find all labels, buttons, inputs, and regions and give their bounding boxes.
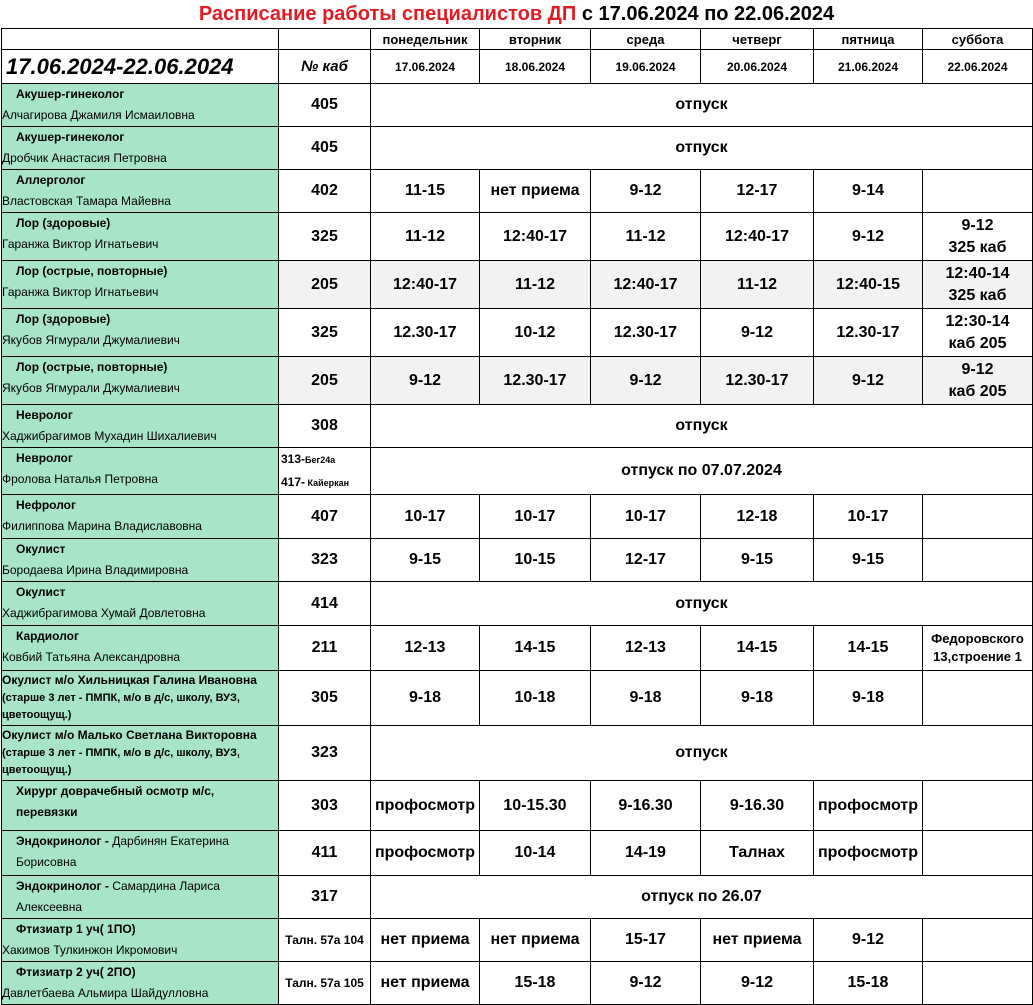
- room-line: [279, 471, 370, 494]
- saturday-cell: [923, 261, 1033, 309]
- doctor-name: Гаранжа Виктор Игнатьевич: [2, 285, 159, 299]
- room-cell: 407: [279, 495, 371, 539]
- merged-status-cell: отпуск: [371, 127, 1033, 170]
- table-row: [2, 781, 1033, 831]
- header-date: 21.06.2024: [814, 50, 923, 84]
- schedule-table: [1, 28, 1033, 1005]
- schedule-cell: профосмотр: [814, 781, 923, 831]
- schedule-cell: 10-15: [480, 539, 591, 582]
- schedule-cell: [923, 781, 1033, 831]
- saturday-line: 9-12: [961, 216, 994, 234]
- table-row: [2, 127, 1033, 170]
- room-location: Бег24а: [305, 455, 336, 465]
- schedule-cell: [923, 495, 1033, 539]
- schedule-cell: 10-17: [480, 495, 591, 539]
- saturday-line: 325 каб: [948, 238, 1007, 256]
- room-header: № каб: [279, 50, 371, 84]
- room-cell: Талн. 57а 105: [279, 962, 371, 1005]
- header-empty: [279, 29, 371, 50]
- schedule-cell: [923, 170, 1033, 213]
- room-line: [279, 448, 370, 471]
- saturday-line: 9-12: [961, 360, 994, 378]
- room-cell: 325: [279, 213, 371, 261]
- header-date: 22.06.2024: [923, 50, 1033, 84]
- schedule-cell: нет приема: [480, 919, 591, 962]
- schedule-cell: 9-12: [591, 962, 701, 1005]
- schedule-cell: 14-15: [814, 626, 923, 671]
- specialist-cell: [2, 831, 279, 876]
- header-day: понедельник: [371, 29, 480, 50]
- saturday-cell: [923, 357, 1033, 405]
- room-number: 313-: [281, 452, 306, 466]
- specialist-cell: [2, 170, 279, 213]
- doctor-name: Бородаева Ирина Владимировна: [2, 563, 189, 577]
- room-cell: 205: [279, 357, 371, 405]
- schedule-cell: 9-12: [591, 357, 701, 405]
- merged-status-cell: отпуск по 07.07.2024: [371, 448, 1033, 495]
- table-row: [2, 261, 1033, 309]
- saturday-cell: [923, 309, 1033, 357]
- room-cell: 325: [279, 309, 371, 357]
- doctor-name: Якубов Ягмурали Джумалиевич: [2, 333, 180, 347]
- schedule-cell: 11-12: [480, 261, 591, 309]
- doctor-name: Гаранжа Виктор Игнатьевич: [2, 237, 159, 251]
- header-day: среда: [591, 29, 701, 50]
- schedule-cell: 12.30-17: [814, 309, 923, 357]
- specialist-cell: [2, 213, 279, 261]
- header-dates-row: [2, 50, 1033, 84]
- table-row: [2, 213, 1033, 261]
- specialty: Окулист: [16, 585, 66, 599]
- specialist-cell: [2, 127, 279, 170]
- specialist-cell: [2, 626, 279, 671]
- schedule-cell: 11-12: [591, 213, 701, 261]
- schedule-cell: 9-12: [701, 309, 814, 357]
- title-dates: с 17.06.2024 по 22.06.2024: [576, 3, 835, 25]
- header-day: пятница: [814, 29, 923, 50]
- schedule-cell: 9-12: [814, 357, 923, 405]
- room-cell: [279, 448, 371, 495]
- specialist-cell: [2, 261, 279, 309]
- doctor-name: Хакимов Тулкинжон Икромович: [2, 943, 178, 957]
- schedule-cell: 9-12: [814, 919, 923, 962]
- table-row: [2, 539, 1033, 582]
- room-cell: 402: [279, 170, 371, 213]
- schedule-cell: 11-15: [371, 170, 480, 213]
- schedule-cell: нет приема: [371, 919, 480, 962]
- doctor-name: Якубов Ягмурали Джумалиевич: [2, 381, 180, 395]
- doctor-name: Дарбинян Екатерина Борисовна: [16, 834, 229, 869]
- schedule-cell: 9-15: [701, 539, 814, 582]
- specialist-cell: [2, 962, 279, 1005]
- schedule-cell: [923, 831, 1033, 876]
- schedule-cell: 12.30-17: [701, 357, 814, 405]
- table-row: [2, 831, 1033, 876]
- schedule-cell: 14-15: [701, 626, 814, 671]
- table-row: [2, 919, 1033, 962]
- specialty: Окулист м/о: [2, 673, 75, 687]
- specialty: Аллерголог: [16, 173, 86, 187]
- specialty: Лор (острые, повторные): [16, 264, 168, 278]
- schedule-cell: 10-14: [480, 831, 591, 876]
- specialist-cell: [2, 919, 279, 962]
- schedule-cell: 12-18: [701, 495, 814, 539]
- merged-status-cell: отпуск по 26.07: [371, 876, 1033, 919]
- saturday-line: 12:40-14: [945, 264, 1010, 282]
- schedule-cell: 9-12: [701, 962, 814, 1005]
- specialist-cell: [2, 495, 279, 539]
- schedule-cell: 12-13: [591, 626, 701, 671]
- doctor-name: Хильницкая Галина Ивановна: [74, 673, 257, 687]
- merged-status-cell: отпуск: [371, 582, 1033, 626]
- specialty-line: [2, 831, 278, 873]
- schedule-cell: Талнах: [701, 831, 814, 876]
- specialty: Хирург доврачебный осмотр м/с, перевязки: [16, 784, 215, 819]
- title-main: Расписание работы специалистов ДП: [198, 3, 577, 25]
- specialty-line: [2, 726, 278, 745]
- saturday-line: каб 205: [948, 334, 1007, 352]
- saturday-line: 12:30-14: [945, 312, 1010, 330]
- table-row: [2, 626, 1033, 671]
- specialist-cell: [2, 539, 279, 582]
- table-row: [2, 495, 1033, 539]
- schedule-cell: 12:40-17: [701, 213, 814, 261]
- specialty-note: (старше 3 лет - ПМПК, м/о в д/с, школу, ВУЗ, цветоощущ.): [2, 692, 240, 721]
- saturday-cell: [923, 626, 1033, 671]
- header-days-row: [2, 29, 1033, 50]
- schedule-cell: 9-15: [814, 539, 923, 582]
- specialty: Окулист м/о: [2, 728, 75, 742]
- doctor-name: Фролова Наталья Петровна: [2, 472, 158, 486]
- specialist-cell: [2, 84, 279, 127]
- room-cell: 323: [279, 726, 371, 781]
- doctor-name: Филиппова Марина Владиславовна: [2, 519, 202, 533]
- merged-status-cell: отпуск: [371, 84, 1033, 127]
- period-label: 17.06.2024-22.06.2024: [2, 50, 279, 84]
- schedule-cell: 9-14: [814, 170, 923, 213]
- specialty: Акушер-гинеколог: [16, 130, 125, 144]
- schedule-cell: [923, 671, 1033, 726]
- schedule-cell: нет приема: [701, 919, 814, 962]
- schedule-cell: 9-12: [814, 213, 923, 261]
- room-cell: 205: [279, 261, 371, 309]
- saturday-cell: [923, 213, 1033, 261]
- room-number: 417-: [281, 475, 306, 489]
- specialist-cell: [2, 781, 279, 831]
- doctor-name: Ковбий Татьяна Александровна: [2, 650, 180, 664]
- table-row: [2, 309, 1033, 357]
- schedule-cell: нет приема: [371, 962, 480, 1005]
- table-row: [2, 170, 1033, 213]
- specialty: Невролог: [16, 408, 73, 422]
- schedule-cell: 12-13: [371, 626, 480, 671]
- table-row: [2, 84, 1033, 127]
- specialist-cell: [2, 405, 279, 448]
- header-empty: [2, 29, 279, 50]
- schedule-cell: 14-15: [480, 626, 591, 671]
- specialist-cell: [2, 876, 279, 919]
- schedule-cell: 15-18: [480, 962, 591, 1005]
- specialty: Фтизиатр 2 уч( 2ПО): [16, 965, 136, 979]
- schedule-cell: 12:40-17: [371, 261, 480, 309]
- schedule-cell: 11-12: [701, 261, 814, 309]
- specialty: Окулист: [16, 542, 66, 556]
- schedule-cell: 9-12: [371, 357, 480, 405]
- doctor-name: Дробчик Анастасия Петровна: [2, 151, 167, 165]
- header-date: 18.06.2024: [480, 50, 591, 84]
- schedule-cell: профосмотр: [371, 831, 480, 876]
- specialty: Эндокринолог -: [16, 834, 113, 848]
- saturday-line: каб 205: [948, 382, 1007, 400]
- saturday-line: 325 каб: [948, 286, 1007, 304]
- specialty: Лор (здоровые): [16, 312, 111, 326]
- table-row: [2, 448, 1033, 495]
- merged-status-cell: отпуск: [371, 405, 1033, 448]
- schedule-cell: 10-17: [814, 495, 923, 539]
- specialty: Эндокринолог -: [16, 879, 113, 893]
- room-cell: 303: [279, 781, 371, 831]
- header-day: суббота: [923, 29, 1033, 50]
- schedule-cell: 12:40-17: [480, 213, 591, 261]
- schedule-cell: 9-16.30: [701, 781, 814, 831]
- schedule-cell: 9-18: [701, 671, 814, 726]
- room-cell: 323: [279, 539, 371, 582]
- schedule-cell: 12-17: [701, 170, 814, 213]
- schedule-cell: [923, 919, 1033, 962]
- room-cell: 305: [279, 671, 371, 726]
- doctor-name: Властовская Тамара Майевна: [2, 194, 171, 208]
- room-cell: 211: [279, 626, 371, 671]
- specialist-cell: [2, 448, 279, 495]
- doctor-name: Алчагирова Джамиля Исмаиловна: [2, 108, 195, 122]
- specialty-line: [2, 671, 278, 690]
- specialty: Нефролог: [16, 498, 76, 512]
- specialist-cell: [2, 309, 279, 357]
- table-row: [2, 405, 1033, 448]
- room-cell: 308: [279, 405, 371, 448]
- doctor-name: Хаджибрагимов Мухадин Шихалиевич: [2, 429, 217, 443]
- schedule-cell: 9-12: [591, 170, 701, 213]
- schedule-cell: 15-18: [814, 962, 923, 1005]
- table-row: [2, 876, 1033, 919]
- schedule-cell: профосмотр: [371, 781, 480, 831]
- schedule-cell: 10-18: [480, 671, 591, 726]
- page-title: [0, 0, 1033, 28]
- specialty: Невролог: [16, 451, 73, 465]
- table-row: [2, 357, 1033, 405]
- schedule-cell: 10-15.30: [480, 781, 591, 831]
- schedule-cell: 14-19: [591, 831, 701, 876]
- schedule-cell: 12-17: [591, 539, 701, 582]
- schedule-cell: 12.30-17: [591, 309, 701, 357]
- doctor-name: Самардина Лариса Алексеевна: [16, 879, 220, 914]
- schedule-cell: профосмотр: [814, 831, 923, 876]
- room-cell: 317: [279, 876, 371, 919]
- schedule-cell: 9-18: [591, 671, 701, 726]
- schedule-cell: 9-18: [371, 671, 480, 726]
- schedule-cell: 12:40-17: [591, 261, 701, 309]
- schedule-cell: 10-17: [591, 495, 701, 539]
- specialty-note: (старше 3 лет - ПМПК, м/о в д/с, школу, ВУЗ, цветоощущ.): [2, 747, 240, 776]
- header-day: четверг: [701, 29, 814, 50]
- schedule-cell: 12:40-15: [814, 261, 923, 309]
- header-date: 19.06.2024: [591, 50, 701, 84]
- specialty: Акушер-гинеколог: [16, 87, 125, 101]
- schedule-cell: 11-12: [371, 213, 480, 261]
- room-cell: 411: [279, 831, 371, 876]
- room-cell: 414: [279, 582, 371, 626]
- room-cell: 405: [279, 84, 371, 127]
- schedule-cell: нет приема: [480, 170, 591, 213]
- specialty: Кардиолог: [16, 629, 79, 643]
- saturday-line: 13,строение 1: [933, 649, 1022, 664]
- header-date: 20.06.2024: [701, 50, 814, 84]
- schedule-cell: 9-15: [371, 539, 480, 582]
- specialist-cell: [2, 582, 279, 626]
- schedule-cell: 15-17: [591, 919, 701, 962]
- specialty-line: [2, 876, 278, 918]
- specialty: Лор (здоровые): [16, 216, 111, 230]
- schedule-cell: [923, 539, 1033, 582]
- merged-status-cell: отпуск: [371, 726, 1033, 781]
- header-date: 17.06.2024: [371, 50, 480, 84]
- specialty: Лор (острые, повторные): [16, 360, 168, 374]
- doctor-name: Малько Светлана Викторовна: [74, 728, 257, 742]
- schedule-cell: 10-17: [371, 495, 480, 539]
- schedule-cell: 12.30-17: [371, 309, 480, 357]
- doctor-name: Давлетбаева Альмира Шайдулловна: [2, 986, 209, 1000]
- table-row: [2, 671, 1033, 726]
- room-cell: 405: [279, 127, 371, 170]
- schedule-cell: 12.30-17: [480, 357, 591, 405]
- room-location: Кайеркан: [305, 478, 350, 488]
- specialist-cell: [2, 671, 279, 726]
- schedule-cell: [923, 962, 1033, 1005]
- specialist-cell: [2, 357, 279, 405]
- room-cell: Талн. 57а 104: [279, 919, 371, 962]
- doctor-name: Хаджибрагимова Хумай Довлетовна: [2, 606, 206, 620]
- saturday-line: Федоровского: [931, 631, 1024, 646]
- table-row: [2, 726, 1033, 781]
- schedule-cell: 10-12: [480, 309, 591, 357]
- header-day: вторник: [480, 29, 591, 50]
- specialist-cell: [2, 726, 279, 781]
- schedule-cell: 9-16.30: [591, 781, 701, 831]
- table-row: [2, 582, 1033, 626]
- schedule-cell: 9-18: [814, 671, 923, 726]
- specialty: Фтизиатр 1 уч( 1ПО): [16, 922, 136, 936]
- table-row: [2, 962, 1033, 1005]
